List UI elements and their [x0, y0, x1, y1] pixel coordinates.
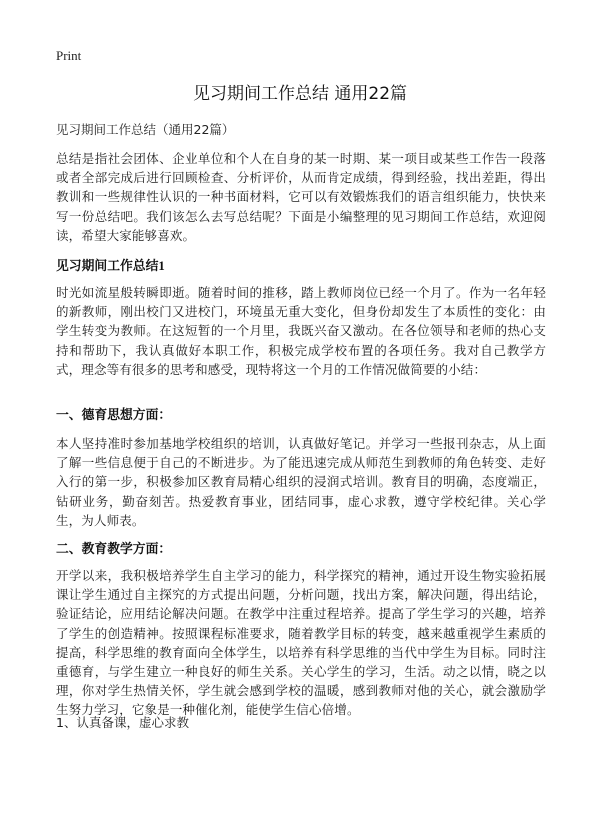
document-title: 见习期间工作总结 通用22篇 [192, 84, 408, 104]
print-link[interactable]: Print [56, 48, 82, 63]
section-1-heading-number: 1 [158, 259, 165, 273]
document-subtitle: 见习期间工作总结（通用22篇） [56, 122, 235, 137]
section-teaching-paragraph: 开学以来，我积极培养学生自主学习的能力，科学探究的精神，通过开设生物实验拓展课让学生通过自主探究的方式提出问题，分析问题，找出方案，解决问题，得出结论，验证结论，应用结论解决问题。在教学中注重过程培养。提高了学生学习的兴趣，培养了学生的创造精神。按照课程标准要求，随着教学目标的转变，越来越重视学生素质的提高，科学思维的教育面向全体学生，以培养有科学思维的当代中学生为目标。同时注重德育，与学生建立一种良好的师生关系。关心学生的学习，生活。动之以情，晓之以理，你对学生热情关怀，学生就会感到学校的温暖，感到教师对他的关心，就会激励学生努力学习，它象是一种催化剂，能使学生信心倍增。 [56, 568, 546, 718]
section-moral-heading: 一、德育思想方面： [56, 408, 172, 423]
section-1-paragraph: 时光如流星般转瞬即逝。随着时间的推移，踏上教师岗位已经一个月了。作为一名年轻的新教师，刚出校门又进校门，环境虽无重大变化，但身份却发生了本质性的变化：由学生转变为教师。在这短暂的一个月里，我既兴奋又激动。在各位领导和老师的热心支持和帮助下，我认真做好本职工作，积极完成学校布置的各项任务。我对自己教学方式，理念等有很多的思考和感受，现特将这一个月的工作情况做简要的小结： [56, 285, 546, 377]
section-moral-paragraph: 本人坚持准时参加基地学校组织的培训，认真做好笔记。并学习一些报刊杂志，从上面了解一些信息便于自己的不断进步。为了能迅速完成从师范生到教师的角色转变、走好入行的第一步，积极参加区教育局精心组织的浸润式培训。教育目的明确，态度端正，钻研业务，勤奋刻苦。热爱教育事业，团结同事，虚心求教，遵守学校纪律。关心学生，为人师表。 [56, 436, 546, 528]
intro-paragraph: 总结是指社会团体、企业单位和个人在自身的某一时期、某一项目或某些工作告一段落或者全部完成后进行回顾检查、分析评价，从而肯定成绩，得到经验，找出差距，得出教训和一些规律性认识的一种书面材料，它可以有效锻炼我们的语言组织能力，快快来写一份总结吧。我们该怎么去写总结呢？下面是小编整理的见习期间工作总结，欢迎阅读，希望大家能够喜欢。 [56, 151, 546, 243]
section-1-heading-text: 见习期间工作总结 [56, 259, 159, 274]
section-teaching-heading: 二、教育教学方面： [56, 542, 172, 557]
section-1-heading [56, 255, 165, 274]
list-item-prepare-lessons: 1、认真备课，虚心求教 [56, 715, 189, 730]
